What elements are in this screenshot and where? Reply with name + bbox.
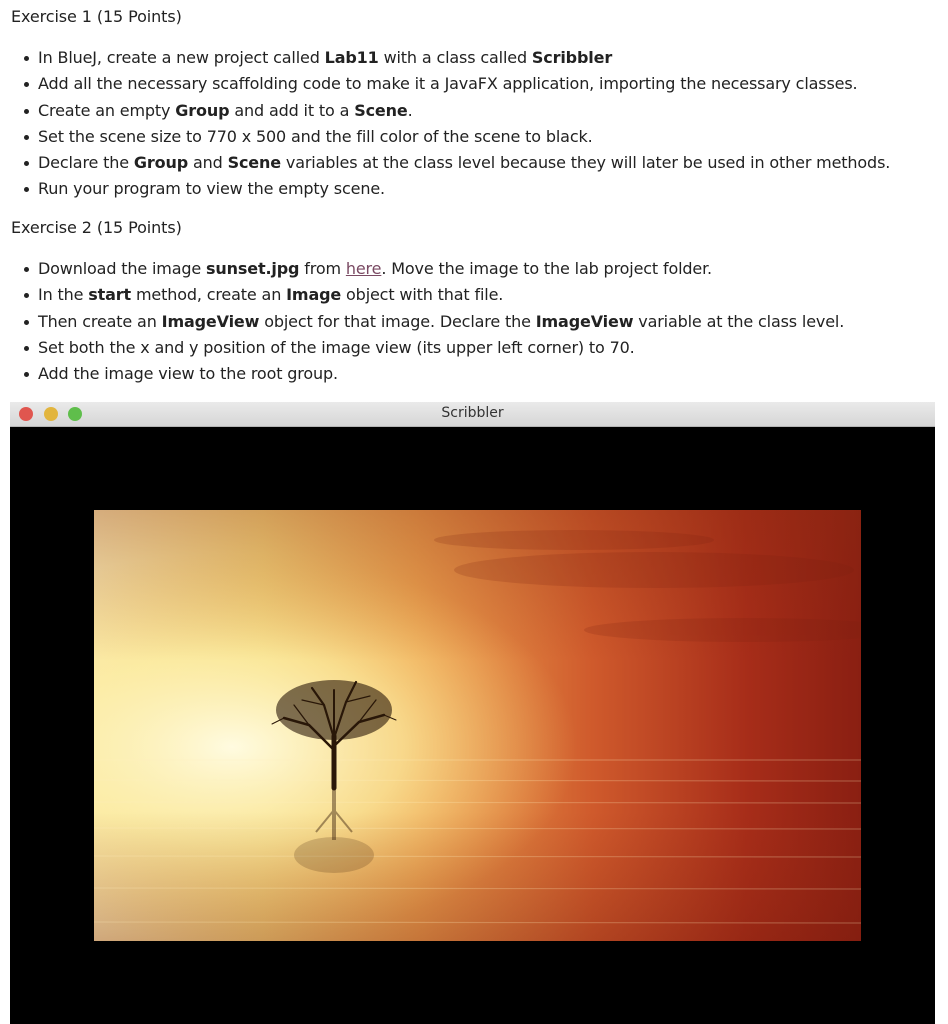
list-item [11, 176, 936, 202]
list-item [11, 98, 936, 124]
bold-term: ImageView [161, 311, 260, 331]
list-item-text: Set both the x and y position of the image view (its upper left corner) to 70. [38, 337, 635, 357]
exercise-1-section [11, 7, 936, 203]
bullet-icon [24, 56, 29, 61]
bold-term: start [88, 285, 132, 305]
bold-term: Image [286, 285, 342, 305]
bold-term: ImageView [535, 311, 634, 331]
scribbler-window [10, 402, 935, 1024]
window-title: Scribbler [441, 405, 504, 421]
list-item [11, 45, 936, 71]
exercise-2-list [11, 256, 936, 387]
javafx-scene [10, 427, 935, 1024]
list-item-text: and add it to a [229, 100, 355, 120]
list-item-text: variable at the class level. [633, 311, 845, 331]
bullet-icon [24, 161, 29, 166]
list-item-text: In BlueJ, create a new project called [38, 48, 325, 67]
bullet-icon [24, 372, 29, 377]
list-item [11, 150, 936, 176]
list-item-text: and [188, 153, 228, 173]
list-item-text: Add all the necessary scaffolding code to make it a JavaFX application, importing the necessary classes. [38, 74, 858, 94]
list-item [11, 256, 936, 282]
bold-term: Group [175, 100, 230, 120]
list-item-text: Declare the [38, 153, 134, 173]
bullet-icon [24, 135, 29, 140]
bullet-icon [24, 346, 29, 351]
list-item-text: variables at the class level because they will later be used in other methods. [280, 153, 891, 173]
list-item [11, 361, 936, 387]
list-item [11, 124, 936, 150]
bullet-icon [24, 293, 29, 298]
list-item-text: Run your program to view the empty scene. [38, 179, 385, 199]
list-item-text: method, create an [131, 285, 287, 305]
bold-term: Group [133, 153, 189, 173]
bold-term: Scribbler [531, 48, 613, 67]
list-item-text: . [407, 100, 413, 120]
list-item-text: In the [38, 285, 89, 305]
bold-term: Scene [227, 153, 281, 173]
list-item-text: object for that image. Declare the [259, 311, 536, 331]
bold-term: Lab11 [324, 48, 379, 67]
list-item-text: Set the scene size to 770 x 500 and the fill color of the scene to black. [38, 126, 593, 146]
list-item-text: Then create an [38, 311, 162, 331]
list-item-text: object with that file. [341, 285, 504, 305]
list-item [11, 71, 936, 97]
bold-term: sunset.jpg [206, 259, 300, 278]
window-titlebar[interactable] [10, 402, 935, 427]
bullet-icon [24, 320, 29, 325]
list-item-text: from [299, 259, 346, 278]
list-item-text: Download the image [38, 259, 207, 278]
list-item [11, 309, 936, 335]
list-item [11, 335, 936, 361]
bullet-icon [24, 267, 29, 272]
list-item-text: Create an empty [38, 100, 176, 120]
bullet-icon [24, 187, 29, 192]
exercise-1-list [11, 45, 936, 203]
exercise-1-heading: Exercise 1 (15 Points) [11, 7, 182, 26]
bullet-icon [24, 82, 29, 87]
download-link[interactable]: here [345, 259, 382, 278]
list-item-text: with a class called [378, 48, 532, 67]
exercise-2-heading: Exercise 2 (15 Points) [11, 218, 182, 237]
list-item [11, 282, 936, 308]
bullet-icon [24, 109, 29, 114]
list-item-text: . Move the image to the lab project folder. [381, 259, 712, 278]
list-item-text: Add the image view to the root group. [38, 364, 338, 384]
bold-term: Scene [354, 100, 408, 120]
sunset-tree-image [94, 510, 861, 941]
exercise-2-section [11, 218, 936, 387]
